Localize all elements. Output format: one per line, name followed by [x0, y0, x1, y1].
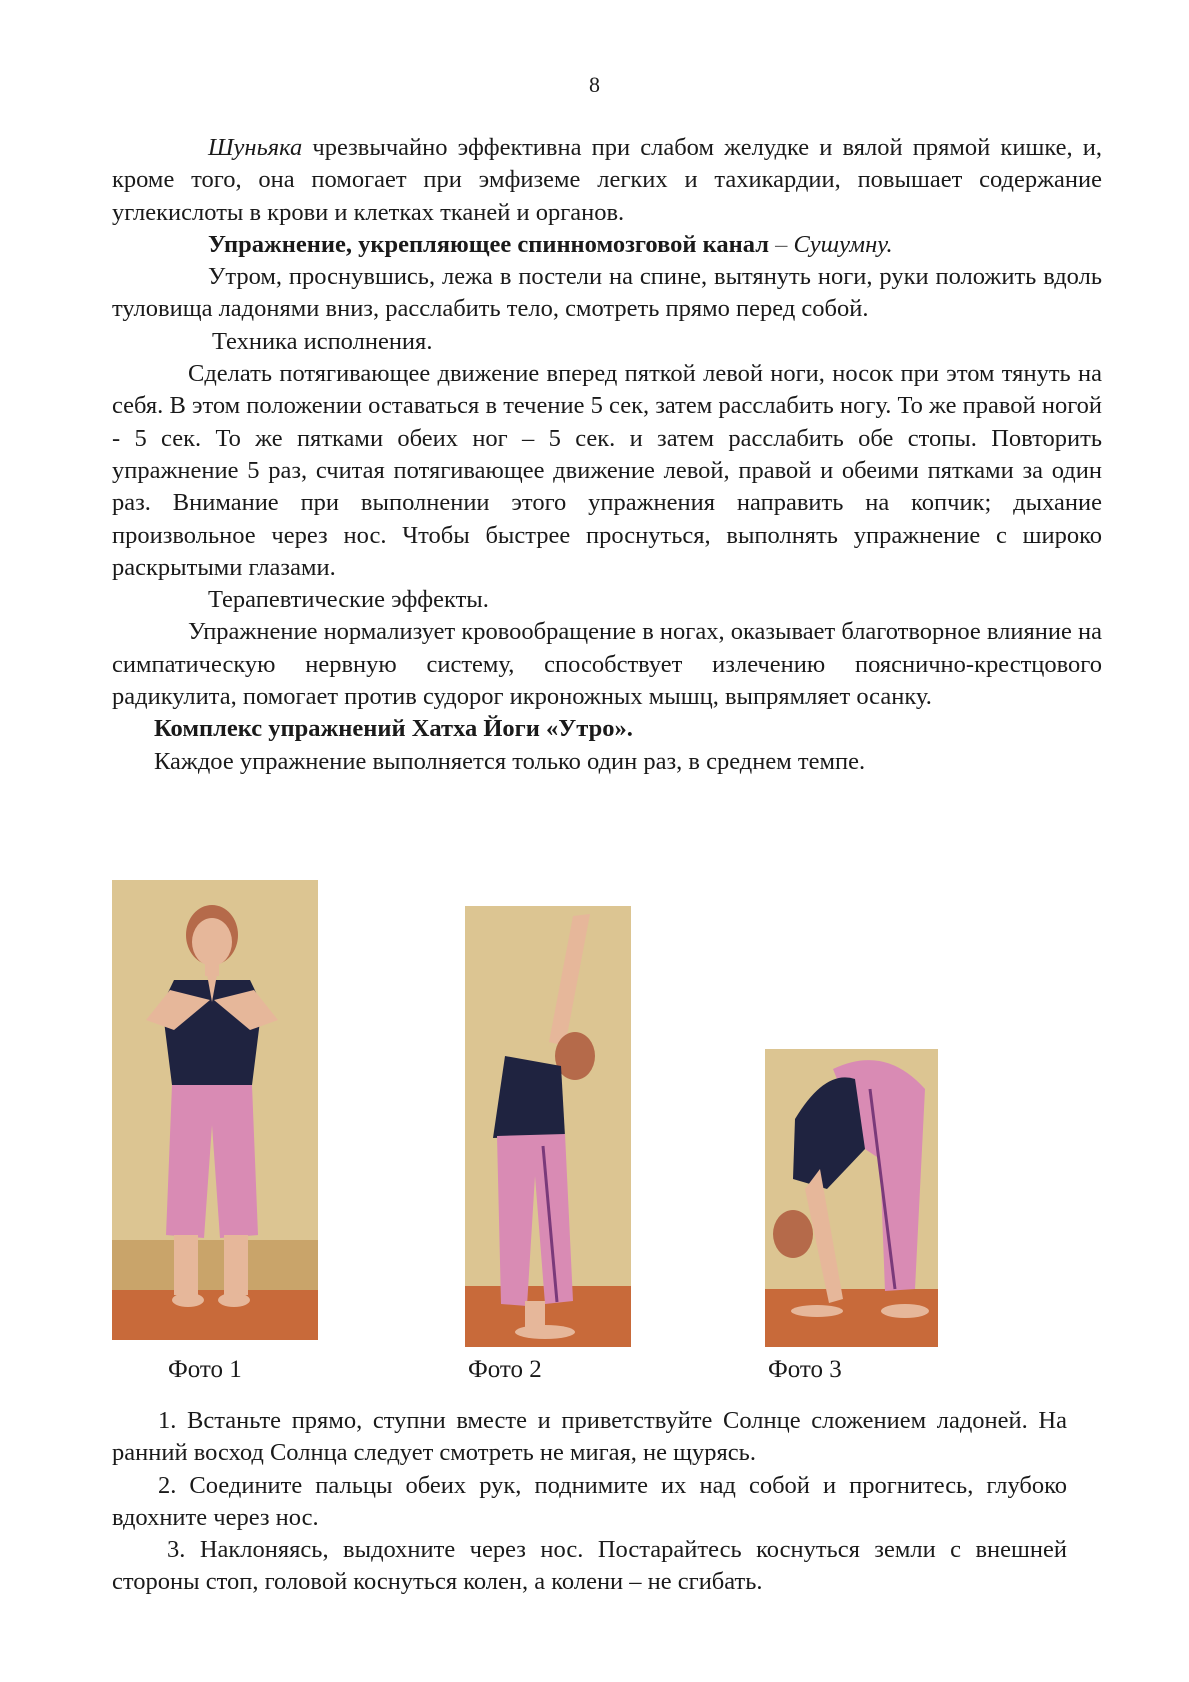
- paragraph-shunyaka-text: чрезвычайно эффективна при слабом желудке и вялой прямой кишке, и, кроме того, она помогает при эмфиземе легких и тахикардии, повышает содержание углекислоты в крови и клетках тканей и органов.: [112, 134, 1102, 226]
- paragraph-morning: Утром, проснувшись, лежа в постели на спине, вытянуть ноги, руки положить вдоль туловища ладонями вниз, расслабить тело, смотреть прямо перед собой.: [112, 263, 1102, 323]
- step-item: 2. Соедините пальцы обеих рук, поднимите их над собой и прогнитесь, глубоко вдохните через нос.: [112, 1471, 1067, 1531]
- photo-3-forward-fold: [765, 1049, 938, 1347]
- exercise-title: [112, 229, 1102, 261]
- page-number: 8: [589, 72, 600, 97]
- complex-note: Каждое упражнение выполняется только один раз, в среднем темпе.: [154, 747, 866, 775]
- exercise-title-italic: Сушумну.: [793, 230, 893, 258]
- technique-heading: Техника исполнения.: [212, 327, 433, 355]
- exercise-title-bold: Упражнение, укрепляющее спинномозговой канал: [208, 230, 769, 258]
- steps-list: [112, 1405, 1067, 1599]
- complex-title: Комплекс упражнений Хатха Йоги «Утро».: [154, 715, 633, 743]
- photo-1-standing-namaste: [112, 880, 318, 1340]
- caption-photo-1: Фото 1: [168, 1356, 242, 1383]
- photo-2-backbend-arms-raised: [465, 906, 631, 1347]
- caption-photo-2: Фото 2: [468, 1356, 542, 1383]
- paragraph-shunyaka: [112, 132, 1102, 229]
- body-text: [112, 132, 1102, 778]
- paragraph-effects: Упражнение нормализует кровообращение в ногах, оказывает благотворное влияние на симпатическую нервную систему, способствует излечению пояснично-крестцового радикулита, помогает против судорог икроножных мышц, выпрямляет осанку.: [112, 618, 1102, 711]
- term-shunyaka: Шуньяка: [208, 134, 303, 161]
- step-item: 1. Встаньте прямо, ступни вместе и приветствуйте Солнце сложением ладоней. На ранний восход Солнца следует смотреть не мигая, не щурясь.: [112, 1407, 1067, 1467]
- caption-photo-3: Фото 3: [768, 1356, 842, 1383]
- paragraph-technique: Сделать потягивающее движение вперед пяткой левой ноги, носок при этом тянуть на себя. В этом положении оставаться в течение 5 сек, затем расслабить ногу. То же правой ногой - 5 сек. То же пятками обеих ног – 5 сек. и затем расслабить обе стопы. Повторить упражнение 5 раз, считая потягивающее движение левой, правой и обеими пятками за один раз. Внимание при выполнении этого упражнения направить на копчик; дыхание произвольное через нос. Чтобы быстрее проснуться, выполнять упражнение с широко раскрытыми глазами.: [112, 360, 1102, 581]
- exercise-title-dash: –: [768, 230, 794, 258]
- step-item: 3. Наклоняясь, выдохните через нос. Постарайтесь коснуться земли с внешней стороны стоп, головой коснуться колен, а колени – не сгибать.: [112, 1536, 1067, 1596]
- effects-heading: Терапевтические эффекты.: [208, 586, 489, 614]
